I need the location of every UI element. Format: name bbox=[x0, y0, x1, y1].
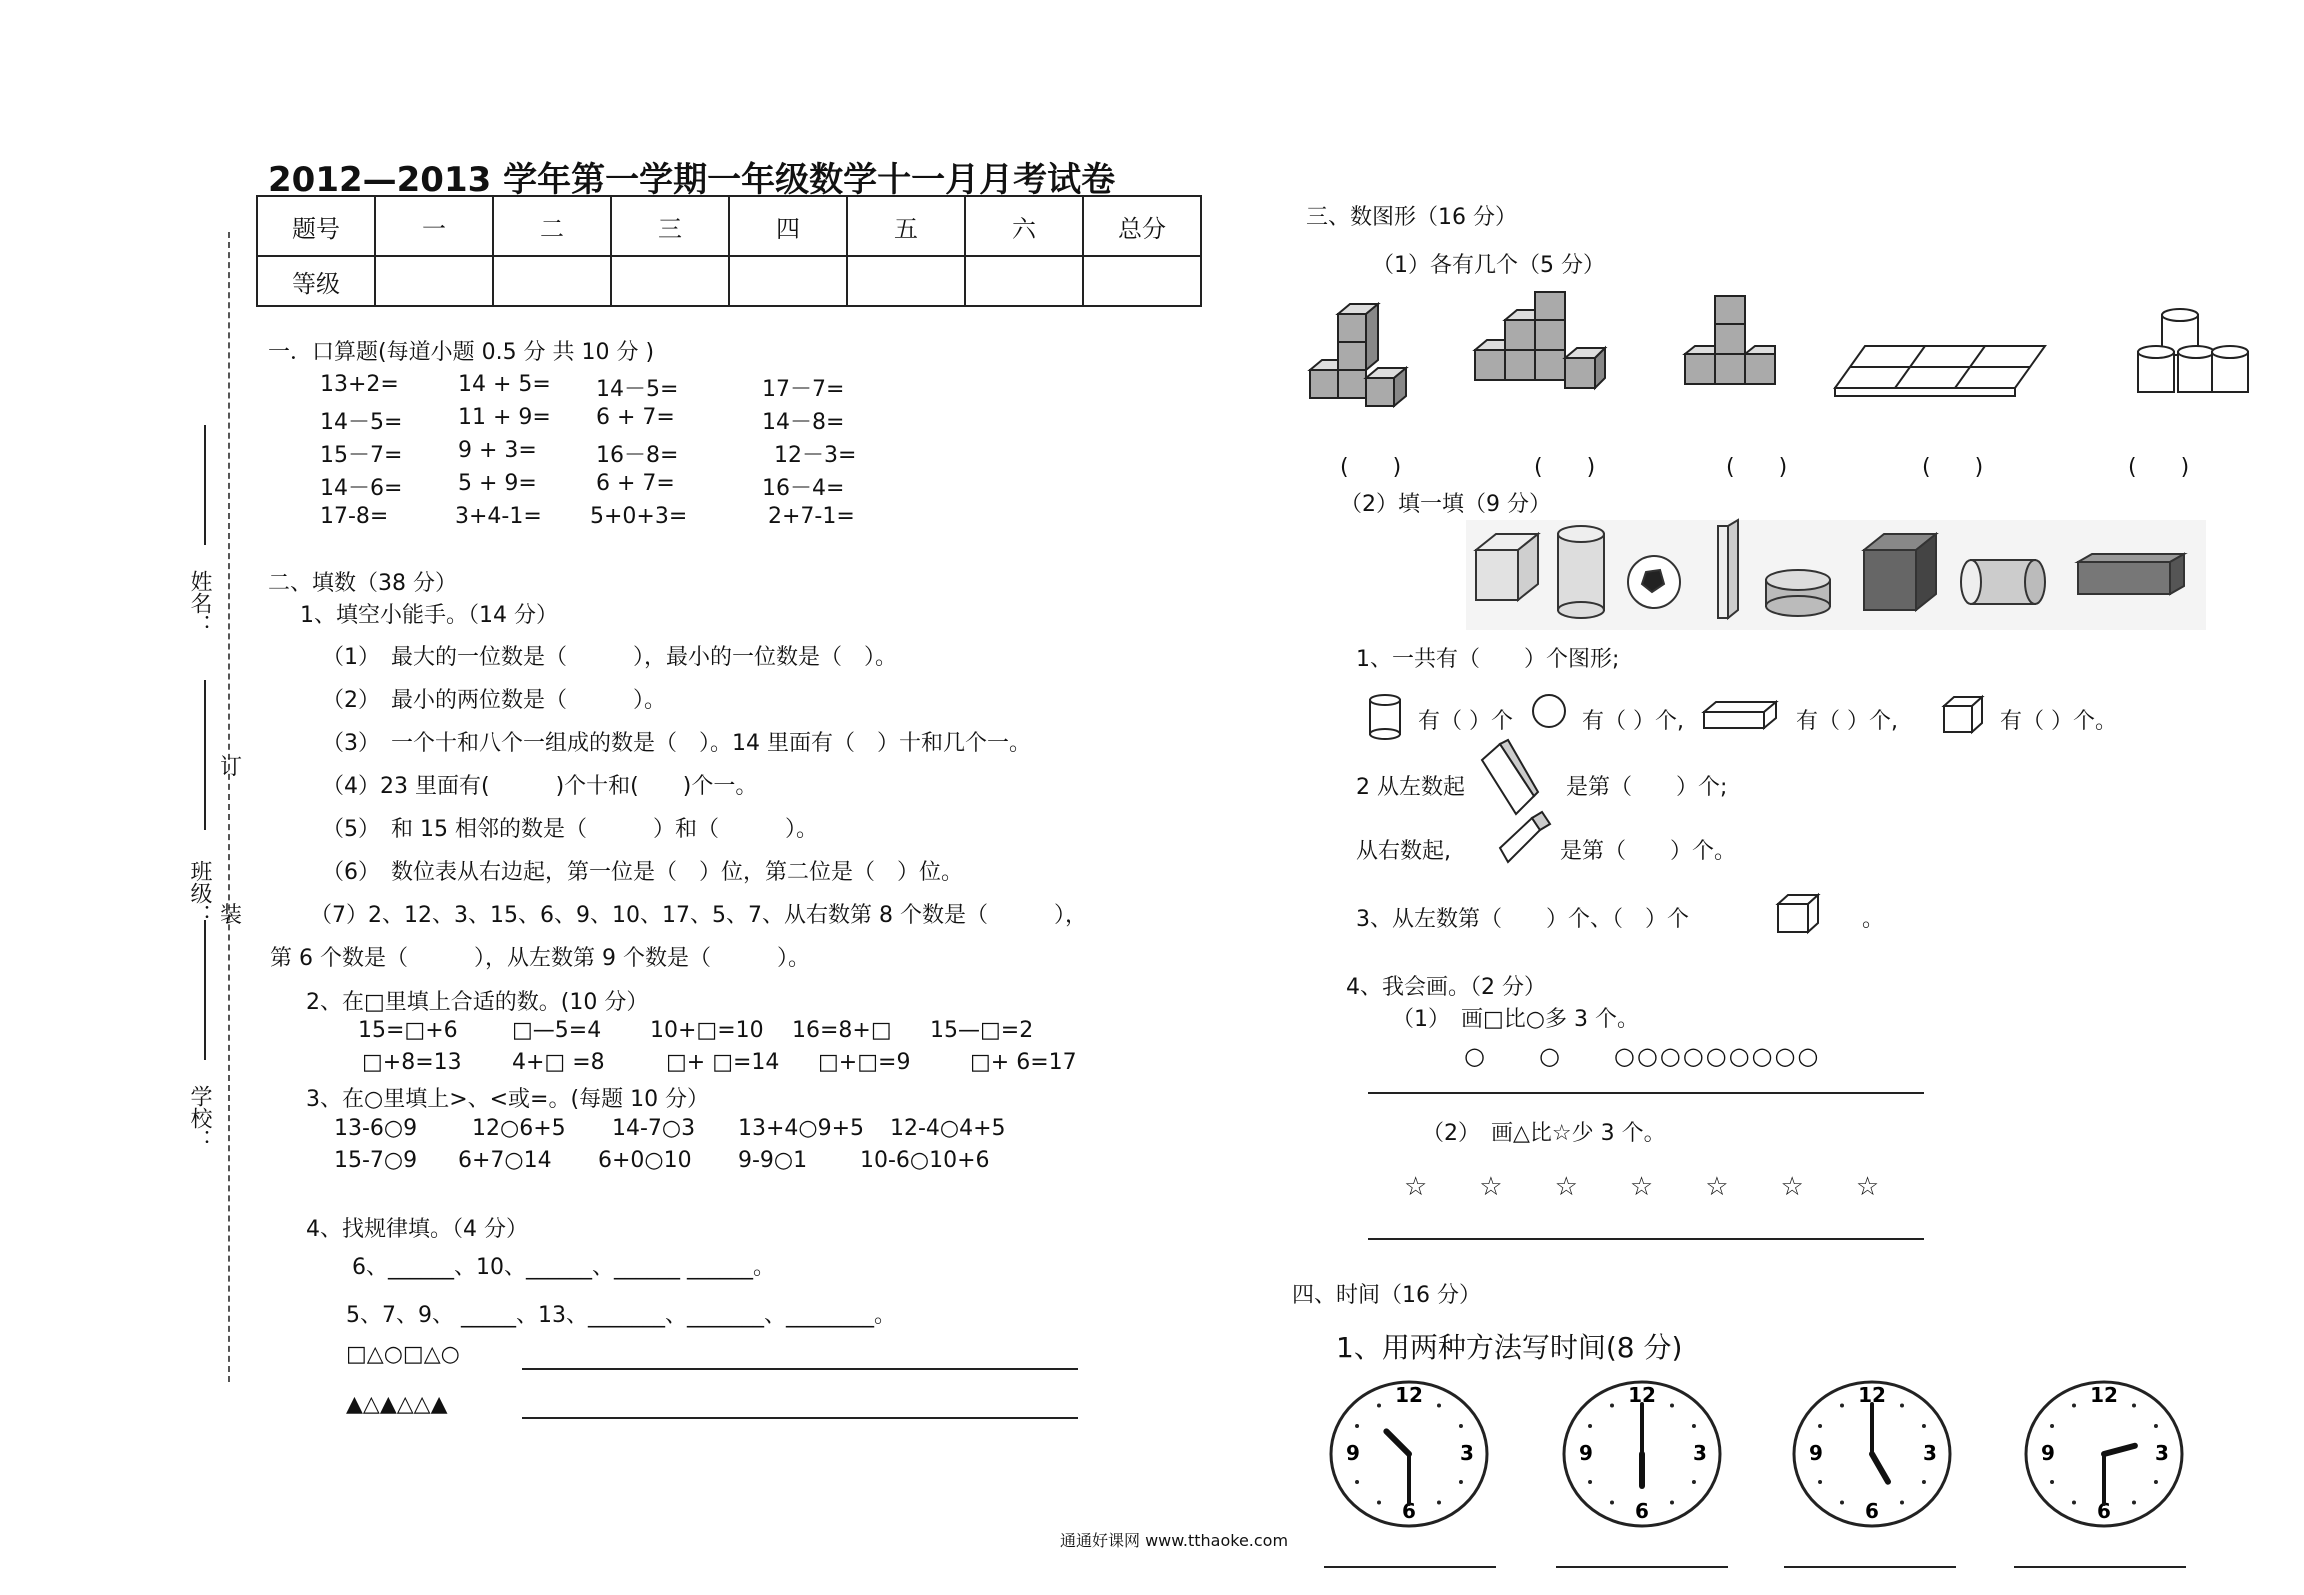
answer-paren[interactable]: ( ) bbox=[1726, 455, 1788, 480]
table-cell: 三 bbox=[611, 196, 729, 256]
clock-tick bbox=[1377, 1500, 1381, 1504]
compare-q: 6+0○10 bbox=[598, 1148, 692, 1173]
answer-line[interactable] bbox=[1784, 1566, 1956, 1568]
count-cylinder: 有（ ）个 bbox=[1418, 709, 1513, 734]
stars-row: ☆ ☆ ☆ ☆ ☆ ☆ ☆ bbox=[1404, 1172, 1880, 1202]
fill-q: 15—□=2 bbox=[930, 1018, 1034, 1043]
clock-face bbox=[1324, 1374, 1494, 1534]
clock-number: 3 bbox=[2155, 1441, 2169, 1465]
oral-q: 14－6= bbox=[320, 476, 403, 501]
clock-number: 3 bbox=[1923, 1441, 1937, 1465]
answer-line[interactable] bbox=[522, 1417, 1078, 1419]
cube-stack-figure bbox=[1470, 290, 1630, 400]
clock-tick bbox=[1610, 1500, 1614, 1504]
clock-tick bbox=[1459, 1480, 1463, 1484]
oral-q: 14－5= bbox=[320, 410, 403, 435]
clock-tick bbox=[2154, 1480, 2158, 1484]
pattern-2: ▲△▲△△▲ bbox=[346, 1392, 448, 1417]
clock-tick bbox=[1922, 1480, 1926, 1484]
clock-tick bbox=[1459, 1424, 1463, 1428]
count-cube: 有（ ）个。 bbox=[2000, 709, 2117, 734]
clock-number: 9 bbox=[1809, 1441, 1823, 1465]
compare-q: 10-6○10+6 bbox=[860, 1148, 990, 1173]
oral-q: 11 + 9= bbox=[458, 405, 551, 430]
oral-q: 6 + 7= bbox=[596, 405, 675, 430]
draw-question-2: （2） 画△比☆少 3 个。 bbox=[1422, 1121, 1666, 1146]
table-cell: 二 bbox=[493, 196, 611, 256]
clock-number: 6 bbox=[1635, 1499, 1649, 1523]
section4-heading: 四、时间（16 分） bbox=[1292, 1283, 1481, 1308]
clock-tick bbox=[1670, 1404, 1674, 1408]
section3-sub1: （1）各有几个（5 分） bbox=[1372, 253, 1605, 278]
tilted-cuboid-icon bbox=[1496, 808, 1556, 872]
question-7b: 第 6 个数是（ ），从左数第 9 个数是（ ）。 bbox=[270, 946, 810, 971]
question-2: （2） 最小的两位数是（ ）。 bbox=[322, 688, 666, 713]
count-sphere: 有（ ）个, bbox=[1582, 709, 1684, 734]
clock-face bbox=[2019, 1374, 2189, 1534]
section2-sub4: 4、找规律填。（4 分） bbox=[306, 1217, 528, 1242]
section1-heading: 一．口算题(每道小题 0.5 分 共 10 分 ) bbox=[268, 340, 655, 365]
oral-q: 16－8= bbox=[596, 443, 679, 468]
clock-number: 3 bbox=[1693, 1441, 1707, 1465]
clock-tick bbox=[1355, 1424, 1359, 1428]
score-table-header-row bbox=[257, 196, 1201, 256]
clock-number: 12 bbox=[1858, 1383, 1886, 1407]
fill-q: 10+□=10 bbox=[650, 1018, 764, 1043]
clock-tick bbox=[2050, 1424, 2054, 1428]
clock-tick bbox=[1692, 1424, 1696, 1428]
fill-question-2a: 2 从左数起 bbox=[1356, 775, 1465, 800]
cube-icon bbox=[1940, 694, 1986, 734]
clock-tick bbox=[2132, 1404, 2136, 1408]
draw-question-1: （1） 画□比○多 3 个。 bbox=[1392, 1007, 1639, 1032]
clock-tick bbox=[1818, 1480, 1822, 1484]
ding-label: 订 bbox=[220, 755, 243, 780]
page-title: 2012—2013 学年第一学期一年级数学十一月月考试卷 bbox=[268, 160, 1116, 200]
answer-line[interactable] bbox=[1368, 1092, 1924, 1094]
section2-sub3: 3、在○里填上>、<或=。(每题 10 分） bbox=[306, 1087, 710, 1112]
compare-q: 14-7○3 bbox=[612, 1116, 696, 1141]
clock-tick bbox=[1588, 1424, 1592, 1428]
section4-sub1: 1、用两种方法写时间(8 分) bbox=[1336, 1331, 1683, 1364]
compare-q: 13+4○9+5 bbox=[738, 1116, 865, 1141]
clock-tick bbox=[1922, 1424, 1926, 1428]
table-cell: 总分 bbox=[1083, 196, 1201, 256]
answer-paren[interactable]: ( ) bbox=[1340, 455, 1402, 480]
answer-line[interactable] bbox=[1324, 1566, 1496, 1568]
fill-q: □—5=4 bbox=[512, 1018, 602, 1043]
table-cell: 六 bbox=[965, 196, 1083, 256]
clock-tick bbox=[2132, 1500, 2136, 1504]
table-cell: 四 bbox=[729, 196, 847, 256]
answer-paren[interactable]: ( ) bbox=[1534, 455, 1596, 480]
compare-q: 15-7○9 bbox=[334, 1148, 418, 1173]
count-cuboid: 有（ ）个, bbox=[1796, 709, 1898, 734]
cuboid-icon bbox=[1700, 698, 1780, 732]
section2-heading: 二、填数（38 分） bbox=[268, 571, 457, 596]
clock-tick bbox=[2072, 1404, 2076, 1408]
school-underline bbox=[204, 920, 206, 1060]
fill-question-3: 3、从左数第（ ）个、（ ）个 bbox=[1356, 907, 1689, 932]
clock-number: 12 bbox=[1628, 1383, 1656, 1407]
class-label: 班级： bbox=[187, 860, 212, 926]
cylinder-icon bbox=[1366, 692, 1406, 742]
oral-q: 6 + 7= bbox=[596, 471, 675, 496]
grade-input-cell[interactable] bbox=[375, 256, 493, 306]
answer-line[interactable] bbox=[522, 1368, 1078, 1370]
fill-q: 15=□+6 bbox=[358, 1018, 458, 1043]
section2-sub2: 2、在□里填上合适的数。(10 分） bbox=[306, 990, 649, 1015]
clock-number: 9 bbox=[2041, 1441, 2055, 1465]
fill-q: 16=8+□ bbox=[792, 1018, 892, 1043]
cylinder-stack-figure bbox=[2132, 310, 2252, 400]
oral-q: 2+7-1= bbox=[768, 504, 855, 529]
pattern-1: □△○□△○ bbox=[346, 1342, 460, 1367]
solid-shapes-row bbox=[1466, 520, 2206, 630]
fill-question-1: 1、一共有（ ）个图形; bbox=[1356, 647, 1620, 672]
oral-q: 17－7= bbox=[762, 377, 845, 402]
clock-tick bbox=[1840, 1404, 1844, 1408]
clock-face bbox=[1787, 1374, 1957, 1534]
zhuang-label: 装 bbox=[220, 903, 243, 928]
grade-input-cell[interactable] bbox=[611, 256, 729, 306]
section3-heading: 三、数图形（16 分） bbox=[1306, 205, 1517, 230]
clock-tick bbox=[1588, 1480, 1592, 1484]
clock-tick bbox=[1377, 1404, 1381, 1408]
fill-q: 4+□ =8 bbox=[512, 1050, 605, 1075]
table-cell: 一 bbox=[375, 196, 493, 256]
compare-q: 9-9○1 bbox=[738, 1148, 808, 1173]
grade-input-cell[interactable] bbox=[1083, 256, 1201, 306]
compare-q: 6+7○14 bbox=[458, 1148, 552, 1173]
section3-sub4: 4、我会画。（2 分） bbox=[1346, 975, 1546, 1000]
fill-question-2b: 从右数起, bbox=[1356, 839, 1451, 864]
oral-q: 14 + 5= bbox=[458, 372, 551, 397]
tilted-cuboid-icon bbox=[1478, 740, 1538, 818]
clock-tick bbox=[1437, 1404, 1441, 1408]
circles-row: ○ ○ ○○○○○○○○○ bbox=[1464, 1042, 1821, 1070]
clock-tick bbox=[2072, 1500, 2076, 1504]
grade-input-cell[interactable] bbox=[965, 256, 1083, 306]
section2-sub1: 1、填空小能手。（14 分） bbox=[300, 603, 558, 628]
fill-question-2a-tail: 是第（ ）个; bbox=[1566, 775, 1728, 800]
fill-question-2b-tail: 是第（ ）个。 bbox=[1560, 839, 1737, 864]
question-6: （6） 数位表从右边起，第一位是（ ）位，第二位是（ ）位。 bbox=[322, 860, 963, 885]
name-underline bbox=[204, 425, 206, 545]
oral-q: 14－8= bbox=[762, 410, 845, 435]
question-1: （1） 最大的一位数是（ ），最小的一位数是（ ）。 bbox=[322, 645, 897, 670]
question-7a: （7）2、12、3、15、6、9、10、17、5、7、从右数第 8 个数是（ ）， bbox=[310, 903, 1087, 928]
answer-paren[interactable]: ( ) bbox=[2128, 455, 2190, 480]
sphere-icon bbox=[1532, 694, 1568, 730]
section3-sub2: （2）填一填（9 分） bbox=[1340, 492, 1551, 517]
clock-tick bbox=[1610, 1404, 1614, 1408]
compare-q: 13-6○9 bbox=[334, 1116, 418, 1141]
clock-face bbox=[1557, 1374, 1727, 1534]
cube-stack-figure bbox=[1305, 300, 1435, 415]
binding-dashed-line bbox=[228, 232, 230, 1382]
fill-q: □+ 6=17 bbox=[970, 1050, 1077, 1075]
table-cell: 五 bbox=[847, 196, 965, 256]
clock-tick bbox=[1840, 1500, 1844, 1504]
clock-number: 3 bbox=[1460, 1441, 1474, 1465]
score-table bbox=[256, 195, 1202, 307]
answer-paren[interactable]: ( ) bbox=[1922, 455, 1984, 480]
table-cell: 题号 bbox=[257, 196, 375, 256]
compare-q: 12-4○4+5 bbox=[890, 1116, 1006, 1141]
fill-q: □+8=13 bbox=[362, 1050, 462, 1075]
fill-q: □+ □=14 bbox=[666, 1050, 780, 1075]
clock-tick bbox=[1355, 1480, 1359, 1484]
footer-text: 通通好课网 www.tthaoke.com bbox=[1060, 1531, 1289, 1550]
answer-line[interactable] bbox=[1368, 1238, 1924, 1240]
clock-number: 6 bbox=[1402, 1499, 1416, 1523]
oral-q: 3+4-1= bbox=[455, 504, 542, 529]
question-4: （4）23 里面有( )个十和( )个一。 bbox=[322, 774, 758, 799]
question-5: （5） 和 15 相邻的数是（ ）和（ ）。 bbox=[322, 817, 818, 842]
oral-q: 14－5= bbox=[596, 377, 679, 402]
sequence-2: 5、7、9、 _____、13、_______、_______、________。 bbox=[346, 1303, 896, 1328]
clock-number: 6 bbox=[2097, 1499, 2111, 1523]
name-label: 姓名： bbox=[187, 570, 212, 636]
clock-tick bbox=[2050, 1480, 2054, 1484]
table-cell: 等级 bbox=[257, 256, 375, 306]
compare-q: 12○6+5 bbox=[472, 1116, 566, 1141]
grade-input-cell[interactable] bbox=[493, 256, 611, 306]
question-3: （3） 一个十和八个一组成的数是（ ）。14 里面有（ ）十和几个一。 bbox=[322, 731, 1031, 756]
clock-number: 12 bbox=[2090, 1383, 2118, 1407]
clock-tick bbox=[1437, 1500, 1441, 1504]
oral-q: 13+2= bbox=[320, 372, 399, 397]
oral-q: 12－3= bbox=[774, 443, 857, 468]
oral-q: 5+0+3= bbox=[590, 504, 688, 529]
fill-q: □+□=9 bbox=[818, 1050, 911, 1075]
oral-q: 5 + 9= bbox=[458, 471, 537, 496]
sequence-1: 6、______、10、______、______ ______。 bbox=[352, 1255, 775, 1280]
clock-number: 9 bbox=[1346, 1441, 1360, 1465]
grade-input-cell[interactable] bbox=[729, 256, 847, 306]
clock-tick bbox=[1670, 1500, 1674, 1504]
fill-question-3-tail: 。 bbox=[1862, 907, 1885, 932]
grade-input-cell[interactable] bbox=[847, 256, 965, 306]
clock-tick bbox=[1900, 1500, 1904, 1504]
score-table-grade-row bbox=[257, 256, 1201, 306]
clock-number: 12 bbox=[1395, 1383, 1423, 1407]
clock-tick bbox=[1692, 1480, 1696, 1484]
oral-q: 17-8= bbox=[320, 504, 389, 529]
clock-tick bbox=[1818, 1424, 1822, 1428]
clock-number: 9 bbox=[1579, 1441, 1593, 1465]
answer-line[interactable] bbox=[2014, 1566, 2186, 1568]
cube-icon bbox=[1774, 892, 1824, 936]
oral-q: 16－4= bbox=[762, 476, 845, 501]
flat-rectangles-figure bbox=[1830, 340, 2050, 400]
class-underline bbox=[204, 680, 206, 830]
school-label: 学校： bbox=[187, 1085, 212, 1151]
oral-q: 15－7= bbox=[320, 443, 403, 468]
clock-number: 6 bbox=[1865, 1499, 1879, 1523]
oral-q: 9 + 3= bbox=[458, 438, 537, 463]
clock-tick bbox=[2154, 1424, 2158, 1428]
clock-tick bbox=[1900, 1404, 1904, 1408]
answer-line[interactable] bbox=[1556, 1566, 1728, 1568]
cube-stack-figure bbox=[1680, 292, 1790, 402]
